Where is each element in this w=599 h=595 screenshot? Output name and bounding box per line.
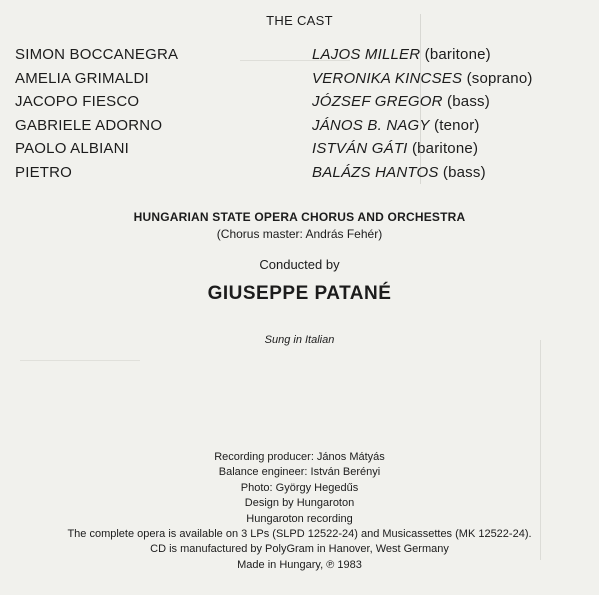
singer-name: ISTVÁN GÁTI	[312, 140, 408, 158]
credit-line: The complete opera is available on 3 LPs (SLPD 12522-24) and Musicassettes (MK 12522-24).	[67, 528, 532, 541]
role-name: PAOLO ALBIANI	[15, 140, 130, 158]
credit-line: Design by Hungaroton	[244, 497, 355, 510]
conductor-name: GIUSEPPE PATANÉ	[207, 283, 392, 304]
credits-block	[0, 450, 599, 573]
role-name: JACOPO FIESCO	[15, 93, 140, 111]
cast-entry	[312, 161, 533, 185]
cast-entry	[312, 43, 533, 67]
cast-entry	[312, 67, 533, 91]
language-note: Sung in Italian	[264, 334, 335, 346]
conducted-by-label: Conducted by	[259, 257, 340, 272]
role-name: GABRIELE ADORNO	[15, 116, 163, 134]
voice-type: (baritone)	[411, 140, 479, 158]
singer-name: JÁNOS B. NAGY	[312, 116, 430, 134]
cast-entry	[312, 137, 533, 161]
cast-heading: THE CAST	[266, 13, 333, 28]
credit-line: Hungaroton recording	[246, 512, 353, 525]
voice-type: (bass)	[447, 93, 490, 111]
singer-name: LAJOS MILLER	[312, 46, 421, 63]
singer-name: VERONIKA KINCSES	[312, 69, 463, 87]
cast-entry	[312, 114, 533, 138]
credit-line: Photo: György Hegedűs	[240, 481, 359, 494]
voice-type: (bass)	[442, 163, 486, 181]
credit-line: Made in Hungary, ℗ 1983	[237, 558, 362, 571]
credit-line: Recording producer: János Mátyás	[214, 451, 385, 463]
voice-type: (baritone)	[424, 46, 491, 63]
voice-type: (soprano)	[466, 69, 533, 87]
role-name: SIMON BOCCANEGRA	[15, 46, 179, 63]
ensemble-name: HUNGARIAN STATE OPERA CHORUS AND ORCHESTRA	[133, 210, 466, 224]
role-name: AMELIA GRIMALDI	[15, 69, 149, 87]
singer-column	[312, 43, 533, 185]
credit-line: CD is manufactured by PolyGram in Hanover, West Germany	[150, 543, 449, 556]
chorus-master: (Chorus master: András Fehér)	[216, 227, 383, 241]
role-column	[15, 43, 178, 185]
voice-type: (tenor)	[434, 116, 480, 134]
cast-entry	[312, 90, 533, 114]
credit-line: Balance engineer: István Berényi	[218, 466, 381, 479]
role-name: PIETRO	[15, 163, 73, 181]
singer-name: JÓZSEF GREGOR	[312, 93, 443, 111]
singer-name: BALÁZS HANTOS	[312, 163, 439, 181]
